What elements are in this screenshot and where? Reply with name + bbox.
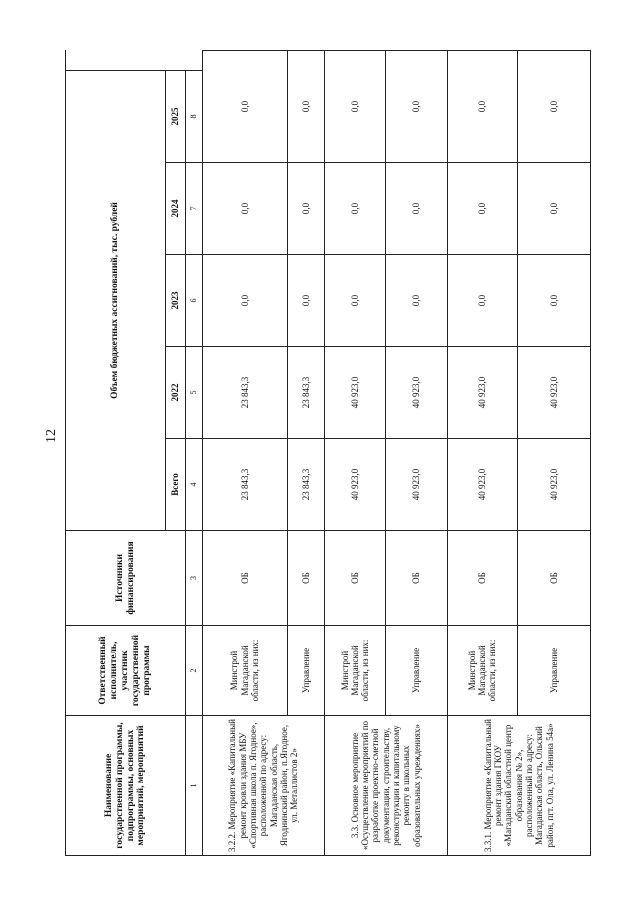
header-name: Наименование государственной программы, подпрограммы, основных мероприятий, мероприятий (66, 716, 186, 856)
col-number: 3 (186, 531, 203, 626)
row-source: ОБ (287, 531, 325, 626)
col-number: 2 (186, 626, 203, 716)
row-2022: 23 843,3 (287, 347, 325, 439)
row-2023: 0,0 (386, 255, 447, 347)
budget-table (65, 50, 591, 856)
row-total: 23 843,3 (287, 439, 325, 531)
header-volume: Объем бюджетных ассигнований, тыс. рублей (66, 71, 166, 531)
table-row (447, 51, 518, 856)
row-2022: 40 923,0 (325, 347, 386, 439)
row-2024: 0,0 (447, 163, 518, 255)
row-2022: 40 923,0 (447, 347, 518, 439)
row-name: 3.3. Основное мероприятие «Осуществление мероприятий по разработке проектно-сметной документации, строительству, реконструкции и капитальному ремонту в школьных образовательных учреждениях» (325, 716, 447, 856)
row-executor: Минстрой Магаданской области, из них: (203, 626, 288, 716)
row-total: 40 923,0 (386, 439, 447, 531)
row-2024: 0,0 (325, 163, 386, 255)
row-total: 23 843,3 (203, 439, 288, 531)
col-number: 7 (186, 163, 203, 255)
row-source: ОБ (325, 531, 386, 626)
row-2023: 0,0 (447, 255, 518, 347)
col-number: 5 (186, 347, 203, 439)
row-2025: 0,0 (325, 51, 386, 163)
row-2023: 0,0 (325, 255, 386, 347)
row-2025: 0,0 (447, 51, 518, 163)
table-row (325, 51, 386, 856)
header-executor: Ответственный исполнитель, участник государственной программы (66, 626, 186, 716)
row-2024: 0,0 (386, 163, 447, 255)
col-number: 8 (186, 71, 203, 163)
row-2024: 0,0 (518, 163, 591, 255)
row-2024: 0,0 (203, 163, 288, 255)
page-number: 12 (44, 429, 59, 443)
row-source: ОБ (203, 531, 288, 626)
row-2025: 0,0 (386, 51, 447, 163)
row-source: ОБ (447, 531, 518, 626)
row-name: 3.3.1. Мероприятие «Капитальный ремонт здания ГКОУ «Магаданский областной центр образования № 2», расположенный по адресу: Магаданская область, Ольский район, пгт. Ола, ул. Ленина 54а» (447, 716, 591, 856)
row-2022: 23 843,3 (203, 347, 288, 439)
row-source: ОБ (518, 531, 591, 626)
row-source: ОБ (386, 531, 447, 626)
row-total: 40 923,0 (447, 439, 518, 531)
row-2025: 0,0 (518, 51, 591, 163)
col-number: 6 (186, 255, 203, 347)
row-2022: 40 923,0 (518, 347, 591, 439)
row-total: 40 923,0 (325, 439, 386, 531)
col-number: 4 (186, 439, 203, 531)
header-year-2023: 2023 (166, 255, 186, 347)
row-executor: Управление (287, 626, 325, 716)
row-2024: 0,0 (287, 163, 325, 255)
row-executor: Управление (386, 626, 447, 716)
header-gap (66, 51, 203, 71)
row-2025: 0,0 (203, 51, 288, 163)
rotated-page (65, 51, 591, 856)
header-source: Источники финансирования (66, 531, 186, 626)
row-2023: 0,0 (518, 255, 591, 347)
header-year-2024: 2024 (166, 163, 186, 255)
row-2023: 0,0 (203, 255, 288, 347)
row-2022: 40 923,0 (386, 347, 447, 439)
row-name: 3.2.2. Мероприятие «Капитальный ремонт кровли здания МБУ «Спортивная школа п. Ягодное», расположенной по адресу: Магаданская область, Ягоднинский район, п.Ягодное, ул. Металлистов 2» (203, 716, 325, 856)
header-year-2022: 2022 (166, 347, 186, 439)
col-number: 1 (186, 716, 203, 856)
header-total: Всего (166, 439, 186, 531)
row-executor: Минстрой Магаданской области, из них: (325, 626, 386, 716)
row-2023: 0,0 (287, 255, 325, 347)
row-2025: 0,0 (287, 51, 325, 163)
row-total: 40 923,0 (518, 439, 591, 531)
row-executor: Управление (518, 626, 591, 716)
header-year-2025: 2025 (166, 71, 186, 163)
table-row (203, 51, 288, 856)
row-executor: Минстрой Магаданской области, из них: (447, 626, 518, 716)
